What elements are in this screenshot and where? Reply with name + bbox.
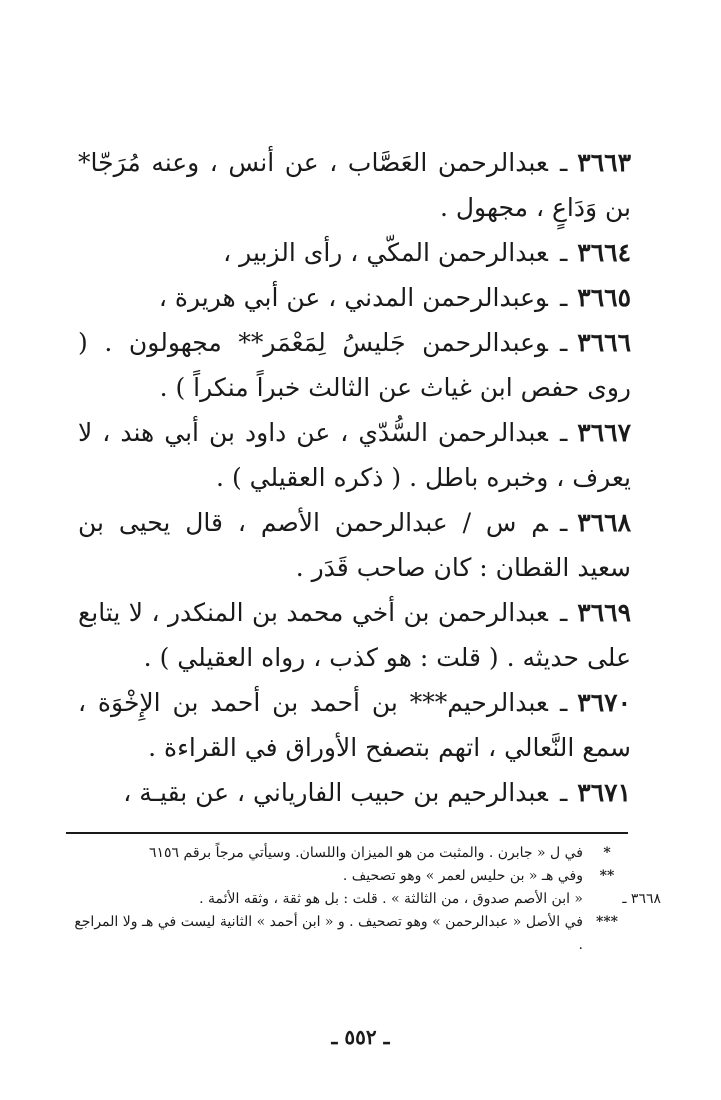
entry <box>78 500 631 590</box>
entry-dash: ـ <box>559 778 568 807</box>
entry-text: عبدالرحمن بن أخي محمد بن المنكدر ، لا يتابع على حديثه . ( قلت : هو كذب ، رواه العقيلي ) . <box>78 598 631 672</box>
entry-dash: ـ <box>559 418 568 447</box>
entry-dash: ـ <box>559 508 568 537</box>
entry-text: عبدالرحيم بن حبيب الفارياني ، عن بقيـة ، <box>123 778 548 807</box>
entry-dash: ـ <box>559 328 568 357</box>
footnote <box>66 865 627 888</box>
footnote <box>66 888 661 911</box>
footnote-divider <box>66 832 628 834</box>
entry-number: ٣٦٧٠ <box>577 688 631 717</box>
entry <box>78 590 631 680</box>
entry-number: ٣٦٦٧ <box>577 418 631 447</box>
footnote-text: وفي هـ « بن حليس لعمر » وهو تصحيف . <box>342 868 583 884</box>
entry-dash: ـ <box>559 283 568 312</box>
entry-text: وعبدالرحمن المدني ، عن أبي هريرة ، <box>158 283 548 312</box>
entry-text: وعبدالرحمن جَليسُ لِمَعْمَر** مجهولون . ( روى حفص ابن غياث عن الثالث خبراً منكراً ) . <box>78 328 631 402</box>
entry-number: ٣٦٦٤ <box>577 238 631 267</box>
footnote <box>66 842 627 865</box>
entry-text: عبدالرحمن المكّي ، رأى الزبير ، <box>223 238 548 267</box>
entry-number: ٣٦٦٨ <box>577 508 631 537</box>
entry-number: ٣٦٧١ <box>577 778 631 807</box>
entry-number: ٣٦٦٣ <box>577 148 631 177</box>
entry-text: م س / عبدالرحمن الأصم ، قال يحيى بن سعيد القطان : كان صاحب قَدَر . <box>78 508 631 582</box>
entry <box>78 320 631 410</box>
footnotes <box>66 842 661 957</box>
entry-text: عبدالرحيم*** بن أحمد بن أحمد بن الإِخْوَة ، سمع النَّعالي ، اتهم بتصفح الأوراق في القراءة . <box>78 688 631 762</box>
entry <box>78 275 631 320</box>
entry-dash: ـ <box>559 148 568 177</box>
footnote-mark: *** <box>596 914 618 930</box>
entry-number: ٣٦٦٥ <box>577 283 631 312</box>
footnote <box>66 911 627 957</box>
entry-text: عبدالرحمن العَصَّاب ، عن أنس ، وعنه مُرَجّا* بن وَدَاعٍ ، مجهول . <box>78 148 631 222</box>
entry <box>78 410 631 500</box>
entry-number: ٣٦٦٦ <box>577 328 631 357</box>
footnote-text: في الأصل « عبدالرحمن » وهو تصحيف . و « ابن أحمد » الثانية ليست في هـ ولا المراجع . <box>74 914 583 953</box>
footnote-mark: * <box>603 845 611 861</box>
footnote-mark: ٣٦٦٨ ـ <box>622 891 661 907</box>
entry <box>78 140 631 230</box>
entry-dash: ـ <box>559 598 568 627</box>
page-number: ـ ٥٥٢ ـ <box>331 1025 390 1049</box>
entries-list <box>78 140 631 815</box>
footnote-text: « ابن الأصم صدوق ، من الثالثة » . قلت : بل هو ثقة ، وثقه الأئمة . <box>199 891 583 907</box>
entry <box>78 770 631 815</box>
entry <box>78 230 631 275</box>
footnote-text: في ل « جابرن . والمثبت من هو الميزان واللسان. وسيأتي مرجاً برقم ٦١٥٦ <box>148 845 583 861</box>
entry <box>78 680 631 770</box>
entry-number: ٣٦٦٩ <box>577 598 631 627</box>
entry-dash: ـ <box>559 688 568 717</box>
entry-text: عبدالرحمن السُّدّي ، عن داود بن أبي هند ، لا يعرف ، وخبره باطل . ( ذكره العقيلي ) . <box>78 418 631 492</box>
footnote-mark: ** <box>599 868 615 884</box>
entry-dash: ـ <box>559 238 568 267</box>
